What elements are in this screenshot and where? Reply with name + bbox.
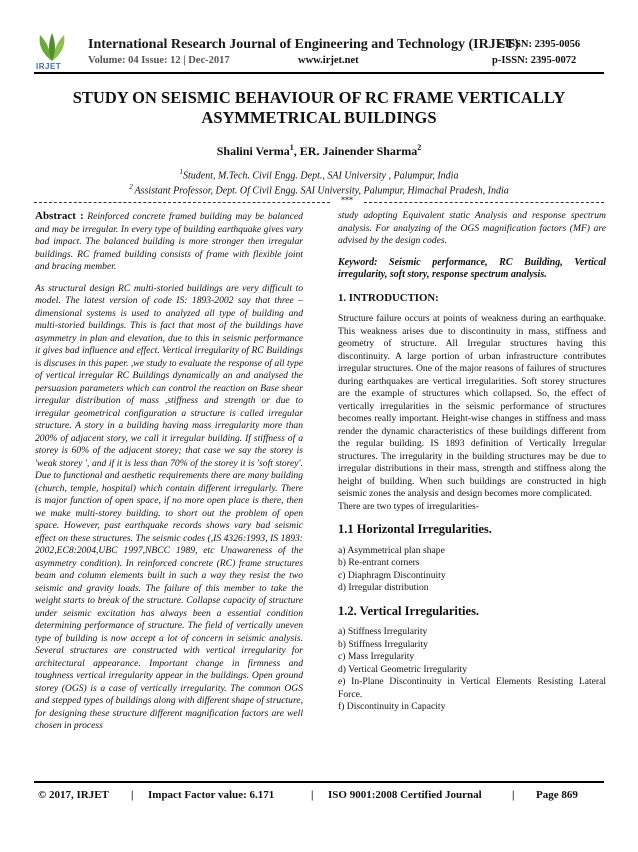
journal-title: International Research Journal of Engineering and Technology (IRJET) [88,37,520,52]
affiliation-1-sup: 1 [179,168,184,176]
affiliation-2-sup: 2 [129,183,135,191]
keywords-label: Keyword: [338,256,378,268]
e-issn: e-ISSN: 2395-0056 [497,39,581,50]
list-item: f) Discontinuity in Capacity [338,701,446,712]
abstract-paragraph-2: As structural design RC multi-storied buildings are very difficult to model. The latest version of code IS: 1893-2002 say that three – dimensional systems is used to analyzed all type of building and multi-storied buildings. This is fact that most of the buildings have asymmetry in plan and elevation, due to this in seismic performance it gives bad influence and effect. Vertical irregularity of RC Buildings is discuses in this paper. ,we study to evaluate the response of all type of vertical irregular RC Buildings dynamically an and analysed the persuasion parameters which can control the reaction on Base shear irregular distribution of mass ,stiffness and strength or due to irregular geometrical configuration a structure is called irregular structure. A story in a building having mass irregularity more than 200% of adjacent story, we call it irregular building. If stiffness of a storey is 60% of the adjacent storey; that case we say the storey is 'weak storey ', and if it is less than 70% of the storey it is 'soft storey'. Due to functional and aesthetic requirements there are many building (church, temple, hospital) which contain different irregularly. There is major function of open space, if no more open place is there, then we make multi-storey building. to short out the problem of open space. However, past earthquake records shows vary bad seismic effect on these structures. The seismic codes (,IS 4326:1993, IS 1893: 2002,EC8:2004,UBC 1997,NBCC 1989, etc Unawareness of the asymmetry condition). In reinforced concrete (RC) frame structures beam and column elements built in such a way they resist the two seismic and gravity loads. The failure of this member to take the weight starts to break of the structure. Collapse capacity of structure under seismic excitation has always been a essential condition determining performance of structure. The field of vertically uneven type of building is now accept a lot of concern in seismic analysis. Several structures are constructed with vertical irregularity for architectural appearance. Important change in firmness and toughness vertical irregularity appear in the buildings. Open ground storey (OGS) is a case of vertically irregularity. The common OGS and stepped types of buildings along with different shape of structure, for designing these structure different magnification factors are well chosen in process [35,282,303,731]
section-separator [34,197,604,207]
paper-title [40,88,598,128]
irregularity-types-line: There are two types of irregularities- [338,500,479,512]
author-2: , ER. Jainender Sharma [293,144,418,158]
keywords-text: Seismic performance, RC Building, Vertical irregularity, soft story, response spectrum analysis. [338,256,606,280]
header-divider [34,72,604,74]
vertical-irregularities-heading: 1.2. Vertical Irregularities. [338,603,480,618]
footer-separator: | [311,789,314,801]
irjet-logo-icon [34,31,70,63]
list-item: a) Asymmetrical plan shape [338,544,445,556]
affiliation-2 [40,183,598,196]
logo-text: IRJET [36,62,62,71]
affiliation-1 [40,168,598,181]
keywords [338,257,606,282]
separator-stars: *** [341,196,353,205]
left-column [35,210,303,733]
abstract-paragraph [35,210,303,274]
horizontal-irregularities-heading: 1.1 Horizontal Irregularities. [338,522,492,536]
list-item: b) Stiffness Irregularity [338,638,428,650]
abstract-text: Reinforced concrete framed building may be balanced and may be irregular. In every type of building earthquake gives vary bad impact. The balanced building is more stronger then irregular buildings. RC framed building consists of frame with flexible joint and bracing member. [35,211,303,272]
list-item: d) Vertical Geometric Irregularity [338,663,468,675]
introduction-heading: 1. INTRODUCTION: [338,291,439,304]
introduction-text: Structure failure occurs at points of weakness during an earthquake. This weakness arises due to discontinuity in mass, stiffness and geometry of structure. All Irregular structures having this discontinuity. A large portion of urban infrastructure contributes irregular structures. One of the major reasons of failures of structures during earthquakes are vertical irregularities. Soft storey structures are the example of structures which collapsed. So, the effect of vertically irregularities in the seismic performance of structures becomes really important. Height-wise changes in stiffness and mass render the dynamic characteristics of these buildings different from the regular building. IS 1893 definition of Vertically Irregular structures. The irregularity in the building structures may be due to irregular distributions in their mass, strength and stiffness along the height of building. When such buildings are constructed in high seismic zones the analysis and design becomes more complicated. [338,313,606,499]
separator-line-right [364,202,604,203]
list-item: d) Irregular distribution [338,582,429,593]
authors [40,143,598,159]
abstract-continuation: study adopting Equivalent static Analysis and response spectrum analysis. For analyzing of the OGS magnification factors (MF) are advised by the design codes. [338,210,606,246]
list-item: a) Stiffness Irregularity [338,626,428,637]
footer-divider [34,781,604,783]
author-1-sup: 1 [289,143,294,152]
footer-copyright: © 2017, IRJET [38,789,109,801]
affiliation-2-text: Assistant Professor, Dept. Of Civil Engg. SAI University, Palumpur, Himachal Pradesh, India [134,185,509,197]
list-item: c) Mass Irregularity [338,651,415,662]
paper-title-line-2: ASYMMETRICAL BUILDINGS [201,108,437,127]
author-1: Shalini Verma [216,144,290,158]
vertical-irregularities-list [338,626,606,714]
author-2-sup: 2 [417,143,422,152]
volume-issue: Volume: 04 Issue: 12 | Dec-2017 [88,55,230,66]
separator-line-left [34,202,330,203]
footer-separator: | [131,789,134,801]
paper-title-line-1: STUDY ON SEISMIC BEHAVIOUR OF RC FRAME VERTICALLY [72,88,566,107]
right-column [338,210,606,714]
footer-impact-factor: Impact Factor value: 6.171 [148,789,275,801]
footer-separator: | [512,789,515,801]
footer-iso: ISO 9001:2008 Certified Journal [328,789,482,801]
footer-page-number: Page 869 [536,789,578,801]
abstract-label: Abstract : [35,210,84,222]
affiliation-1-text: Student, M.Tech. Civil Engg. Dept., SAI University , Palumpur, India [183,170,459,182]
list-item: e) In-Plane Discontinuity in Vertical Elements Resisting Lateral Force. [338,676,606,700]
horizontal-irregularities-list [338,545,606,595]
p-issn: p-ISSN: 2395-0072 [492,55,577,66]
list-item: b) Re-entrant corners [338,557,420,568]
journal-website-link[interactable]: www.irjet.net [298,55,359,66]
list-item: c) Diaphragm Discontinuity [338,569,446,581]
